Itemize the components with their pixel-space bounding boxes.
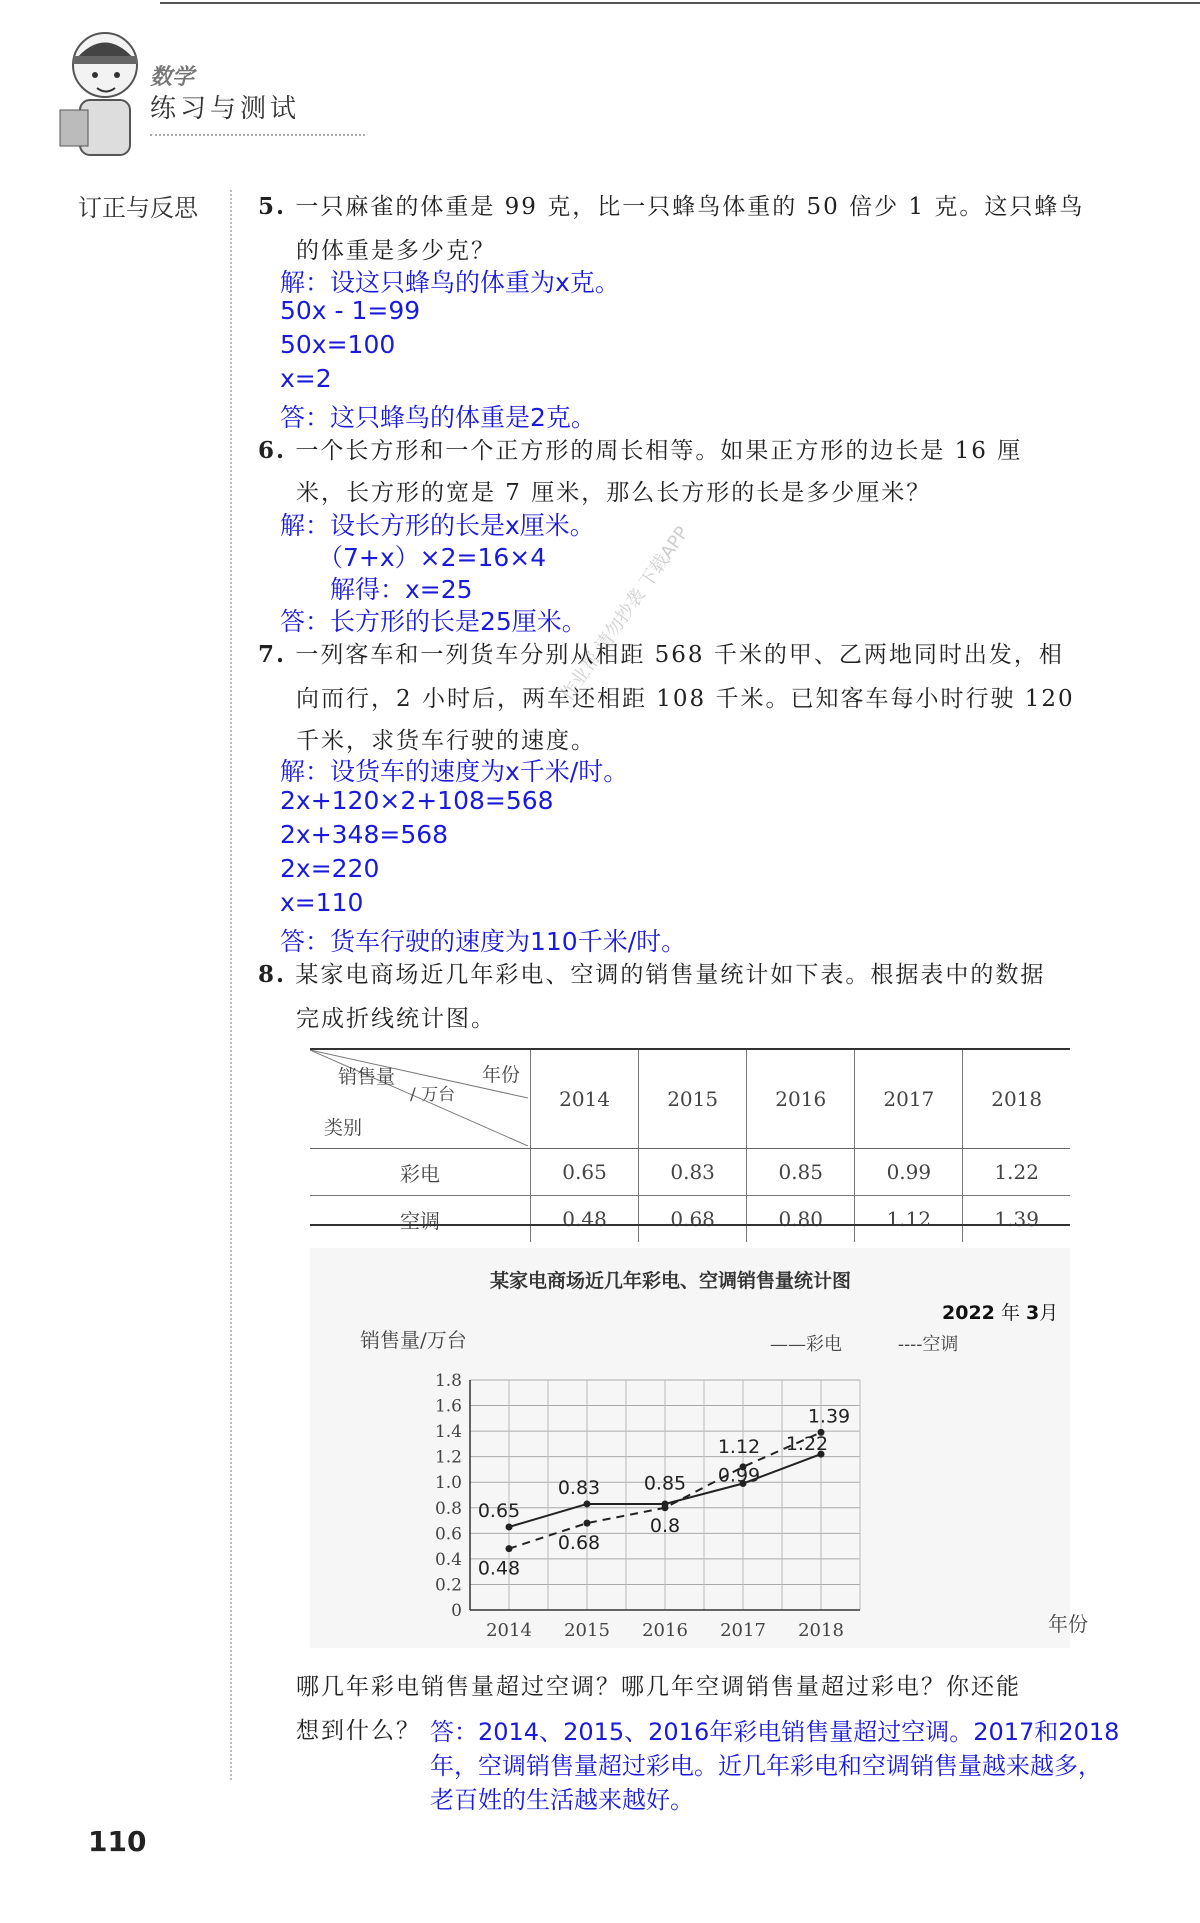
answer-7-line4: 2x=220 [280, 854, 380, 883]
question-6-number: 6. [258, 437, 287, 464]
chart-legend-ac: ----空调 [898, 1334, 959, 1355]
chart-data-label: 1.12 [717, 1435, 761, 1458]
question-6-text: 一个长方形和一个正方形的周长相等。如果正方形的边长是 16 厘 [295, 438, 1023, 464]
chart-x-tick-label: 2018 [798, 1620, 844, 1640]
table-corner-cell [310, 1050, 531, 1149]
table-row [310, 1149, 1070, 1196]
page-number: 110 [88, 1825, 147, 1858]
table-cell: 1.22 [963, 1149, 1070, 1196]
corner-sales-label: 销售量 [338, 1066, 396, 1088]
corner-year-label: 年份 [481, 1064, 520, 1086]
question-5-line1 [258, 188, 1084, 221]
question-5-line2: 的体重是多少克？ [296, 238, 496, 264]
answer-5-line5: 答：这只蜂鸟的体重是2克。 [280, 403, 596, 432]
chart-date-month: 3 [1026, 1302, 1040, 1324]
answer-7-line3: 2x+348=568 [280, 820, 449, 849]
chart-y-tick-label: 0.4 [434, 1549, 462, 1570]
question-8-followup1: 哪几年彩电销售量超过空调？哪几年空调销售量超过彩电？你还能 [296, 1674, 1021, 1700]
chart-date-year: 2022 [942, 1302, 995, 1324]
table-year-header: 2015 [639, 1050, 747, 1149]
margin-divider [230, 190, 232, 1780]
chart-data-point [584, 1520, 591, 1527]
table-cell: 0.80 [747, 1196, 855, 1243]
question-8-line1 [258, 956, 1045, 989]
table-cell: 0.65 [531, 1149, 639, 1196]
chart-legend-tv: ——彩电 [770, 1334, 842, 1355]
table-header-row [310, 1050, 1070, 1149]
chart-y-tick-label: 1.6 [434, 1396, 462, 1417]
chart-y-axis-label: 销售量/万台 [360, 1328, 467, 1352]
question-7-line1 [258, 636, 1064, 669]
chart-data-label: 0.85 [643, 1472, 687, 1495]
line-chart [400, 1360, 1080, 1640]
question-8-line2: 完成折线统计图。 [296, 1006, 496, 1032]
top-rule [160, 2, 1200, 4]
answer-8-line2: 年，空调销售量超过彩电。近几年彩电和空调销售量越来越多， [430, 1752, 1102, 1780]
header-divider [150, 134, 365, 136]
watermark: 作业帮 请勿抄袭 下载APP [556, 522, 694, 705]
answer-7-line6: 答：货车行驶的速度为110千米/时。 [280, 927, 687, 956]
table-row-label: 彩电 [310, 1149, 531, 1196]
chart-data-point [584, 1500, 591, 1507]
chart-y-tick-label: 0.6 [434, 1524, 462, 1545]
chart-date-month-unit: 月 [1039, 1302, 1059, 1324]
table-year-header: 2017 [855, 1050, 963, 1149]
answer-5-line4: x=2 [280, 364, 332, 393]
table-cell: 0.85 [747, 1149, 855, 1196]
table-cell: 0.48 [531, 1196, 639, 1243]
table-cell: 0.99 [855, 1149, 963, 1196]
chart-title: 某家电商场近几年彩电、空调销售量统计图 [490, 1270, 852, 1292]
question-6-line2: 米，长方形的宽是 7 厘米，那么长方形的长是多少厘米？ [296, 480, 932, 506]
answer-5-line3: 50x=100 [280, 330, 396, 359]
table-bottom-rule [310, 1224, 1070, 1226]
table-year-header: 2016 [747, 1050, 855, 1149]
chart-data-label: 0.83 [557, 1476, 601, 1499]
chart-x-tick-label: 2016 [642, 1620, 688, 1640]
chart-data-label: 0.8 [649, 1514, 681, 1537]
chart-y-tick-label: 0 [451, 1601, 462, 1621]
question-7-text: 一列客车和一列货车分别从相距 568 千米的甲、乙两地同时出发，相 [295, 642, 1064, 668]
table-year-header: 2018 [963, 1050, 1070, 1149]
question-7-line3: 千米，求货车行驶的速度。 [296, 728, 596, 754]
chart-y-tick-label: 1.0 [434, 1473, 462, 1494]
answer-6-line4: 答：长方形的长是25厘米。 [280, 607, 587, 636]
chart-data-label: 0.68 [557, 1532, 601, 1555]
chart-y-tick-label: 0.8 [434, 1498, 462, 1519]
chart-x-axis-label: 年份 [1048, 1612, 1088, 1636]
chart-data-point [506, 1545, 513, 1552]
chart-x-tick-label: 2015 [564, 1620, 610, 1640]
chart-y-tick-label: 1.4 [434, 1422, 462, 1443]
chart-data-label: 1.39 [807, 1405, 851, 1428]
chart-y-tick-label: 0.2 [434, 1575, 462, 1596]
answer-7-line1: 解：设货车的速度为x千米/时。 [280, 757, 629, 786]
chart-x-tick-label: 2014 [486, 1620, 532, 1640]
chart-x-tick-label: 2017 [720, 1620, 766, 1640]
book-title: 练习与测试 [150, 94, 301, 124]
table-cell: 1.39 [963, 1196, 1070, 1243]
answer-8-line3: 老百姓的生活越来越好。 [430, 1786, 694, 1814]
chart-date [942, 1298, 1058, 1325]
table-year-header: 2014 [531, 1050, 639, 1149]
question-5-text: 一只麻雀的体重是 99 克，比一只蜂鸟体重的 50 倍少 1 克。这只蜂鸟 [295, 194, 1085, 220]
chart-data-label: 0.65 [477, 1499, 521, 1522]
sales-table [310, 1050, 1070, 1242]
table-cell: 0.68 [639, 1196, 747, 1243]
question-8-text: 某家电商场近几年彩电、空调的销售量统计如下表。根据表中的数据 [295, 962, 1046, 988]
answer-5-line1: 解：设这只蜂鸟的体重为x克。 [280, 268, 620, 297]
table-row [310, 1196, 1070, 1243]
chart-data-label: 0.48 [477, 1557, 521, 1580]
table-cell: 1.12 [855, 1196, 963, 1243]
answer-7-line5: x=110 [280, 888, 364, 917]
chart-data-point [662, 1504, 669, 1511]
question-5-number: 5. [258, 193, 287, 220]
corner-unit-label: / 万台 [410, 1085, 456, 1105]
chart-y-tick-label: 1.8 [434, 1371, 462, 1391]
answer-7-line2: 2x+120×2+108=568 [280, 786, 554, 815]
question-8-number: 8. [258, 961, 287, 988]
table-cell: 0.83 [639, 1149, 747, 1196]
answer-5-line2: 50x - 1=99 [280, 296, 421, 325]
correction-reflection-label: 订正与反思 [78, 194, 198, 222]
answer-6-line2: （7+x）×2=16×4 [318, 543, 547, 572]
subject-label: 数学 [150, 65, 195, 90]
question-7-number: 7. [258, 641, 287, 668]
chart-data-label: 1.22 [785, 1433, 829, 1456]
chart-date-year-unit: 年 [1000, 1302, 1020, 1324]
answer-6-line1: 解：设长方形的长是x厘米。 [280, 511, 595, 540]
chart-data-point [506, 1523, 513, 1530]
question-7-line2: 向而行，2 小时后，两车还相距 108 千米。已知客车每小时行驶 120 [296, 686, 1075, 712]
chart-data-label: 0.99 [717, 1464, 761, 1487]
answer-6-line3: 解得：x=25 [330, 575, 473, 604]
table-row-label: 空调 [400, 1208, 440, 1233]
question-6-line1 [258, 432, 1022, 465]
answer-8-line1: 答：2014、2015、2016年彩电销售量超过空调。2017和2018 [430, 1718, 1120, 1746]
student-mascot-icon [55, 20, 155, 170]
chart-y-tick-label: 1.2 [434, 1447, 462, 1468]
corner-category-label: 类别 [324, 1117, 363, 1139]
question-8-followup2: 想到什么？ [296, 1718, 421, 1744]
